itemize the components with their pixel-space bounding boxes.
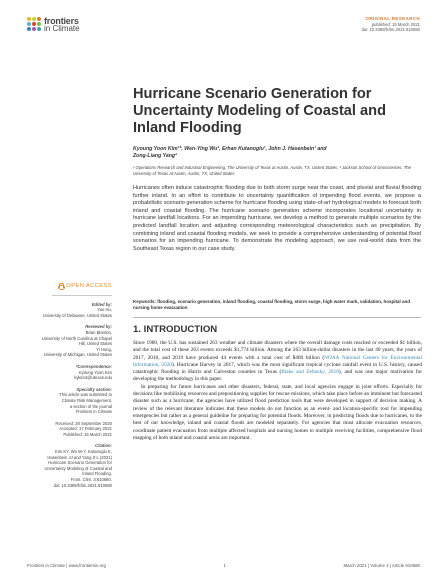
editor-affiliation: University of Delaware, United States (42, 312, 112, 318)
citation-line: Uncertainty Modeling of Coastal and (44, 465, 112, 471)
reviewer-line: Brian Blanton, (85, 329, 112, 335)
intro-paragraph-1 (133, 340, 422, 384)
keywords-list: flooding, scenario generation, inland flooding, coastal flooding, storm surge, high water mark, validation, hospital and nursing home evacuation (133, 299, 411, 310)
citation-link-noaa[interactable]: NOAA National Centers for Environmental Information, 2020 (133, 354, 422, 368)
section-heading-introduction: 1. INTRODUCTION (133, 324, 218, 335)
citation-line: Hasenbein JJ and Yang Z-L (2021) (47, 454, 112, 460)
article-meta (362, 16, 420, 33)
article-sidebar (27, 283, 112, 488)
journal-logo (27, 17, 80, 33)
open-access-label: OPEN ACCESS (66, 282, 112, 289)
citation-doi[interactable]: doi: 10.3389/fclim.2021.610680 (53, 482, 112, 488)
intro-p1-text-c: ), and was one major motivation for developing the methodology in this paper. (133, 369, 422, 383)
citation-line: Kim KY, Wu W-Y, Kutanoglu E, (55, 449, 112, 455)
open-lock-icon (58, 283, 63, 290)
published-date-sidebar: Published: 15 March 2021 (63, 431, 112, 437)
author-line-1: Kyoung Yoon Kim¹*, Wen-Ying Wu², Erhan Kutanoglu¹, John J. Hasenbein¹ and (133, 146, 327, 152)
intro-p1-text-b: ). Hurricane Harvey in 2017, which was the most significant tropical cyclone rainfall event in U.S. history, caused catastrophic flooding in Harris and Galveston counties in Texas ( (133, 361, 422, 376)
received-date: Received: 28 September 2020 (55, 420, 112, 426)
reviewer-line: University of North Carolina at Chapel (41, 335, 112, 341)
citation-line: Inland Flooding. (82, 471, 112, 477)
abstract: Hurricanes often induce catastrophic flooding due to both storm surge near the coast, and pluvial and fluvial flooding further inland. In an effort to contribute to uncertainty quantification of impending flood events, we propose a probabilistic scenario generation scheme for hurricane flooding using state-of-art hydrological models to forecast both inland and coastal flooding. The hurricane scenario generation scheme incorporates locational uncertainty in hurricane landfall locations. For an impending hurricane, we develop a method to generate multiple scenarios by the predicted landfall location and adjusting corresponding meteorological characteristics such as precipitation. By combining inland and coastal flooding models, we seek to provide a comprehensive understanding of potential flood scenarios for an impending hurricane. To demonstrate the modeling approach, we use real-world data from the Southeast Texas region in our case study. (133, 185, 421, 252)
citation-link-blake[interactable]: Blake and Zelinsky, 2018 (281, 369, 339, 376)
intro-p1-text-a: Since 1980, the U.S. has sustained 263 weather and climate disasters where the overall damage costs reached or exceeded $1 billion, and the total cost of these 263 events exceeds $1,774 billion. Among the 263 billion-dollar disasters in the last 40 years, the years of 2017, 2018, and 2019 have produced 44 events with a total cost of $460 billion ( (133, 340, 422, 361)
footer-journal-link[interactable]: Frontiers in Climate | www.frontiersin.org (27, 563, 106, 568)
author-line-2: Zong-Liang Yang² (133, 153, 177, 160)
specialty-section-label: Specialty section: (76, 386, 112, 392)
correspondence-label: *Correspondence: (75, 363, 112, 369)
author-list (133, 146, 423, 161)
reviewed-by-label: Reviewed by: (85, 324, 112, 330)
correspondence-email[interactable]: kykim4@utexas.edu (74, 375, 112, 381)
specialty-line: Climate Risk Management, (61, 397, 112, 403)
article-type: ORIGINAL RESEARCH (365, 16, 420, 21)
affiliations: ¹ Operations Research and Industrial Engineering, The University of Texas at Austin, Austin, TX, United States, ² Jackson School of Geosciences, The University of Texas at Austin, Austin, TX, United States (133, 165, 411, 176)
reviewer-line: University of Michigan, United States (43, 352, 112, 358)
accepted-date: Accepted: 17 February 2021 (59, 426, 112, 432)
brand-name: frontiers (44, 16, 79, 26)
keywords-label: Keywords: (133, 299, 157, 304)
citation-line: Front. Clim. 3:610680. (70, 477, 112, 483)
reviewer-line: Yi Hong, (96, 346, 112, 352)
specialty-line: This article was submitted to (59, 392, 112, 398)
edited-by-label: Edited by: (91, 301, 112, 307)
sidebar-divider (52, 295, 112, 296)
frontiers-logo-icon (27, 17, 41, 33)
divider (133, 317, 421, 318)
published-date: published: 15 March 2021 (371, 21, 420, 27)
keywords (133, 299, 421, 311)
correspondence-name: Kyoung Yoon Kim (78, 369, 112, 375)
introduction-body (133, 340, 422, 442)
intro-paragraph-2: In preparing for future hurricanes and other disasters, federal, state, and local agencies engage in joint efforts. Especially for decisions like mobilizing resources and prepositioning supplies for rescue missions, which take place before an imminent but forecasted disaster such as a hurricane, the agencies have utilized flood prediction tools that were developed in support of decision making. A review of the relevant literature indicates that these models do not function as an event- and location-specific tool for impending emergencies but rather as a general guideline for preparing for potential floods. Moreover, in predicting floods due to hurricanes, to the best of our knowledge, inland and coastal floods are modeled separately. For agencies that must allocate evacuation resources, coordinate patient evacuation from multiple affected hospitals and nursing homes to multiple receiving facilities, comprehensive flood mapping of both inland and coastal areas are important. (133, 383, 422, 441)
page-footer (27, 563, 420, 568)
doi-link[interactable]: doi: 10.3389/fclim.2021.610680 (361, 27, 420, 33)
specialty-line: Frontiers in Climate (75, 409, 112, 415)
citation-label: Citation: (95, 443, 112, 449)
footer-issue-info: March 2021 | Volume 3 | Article 610680 (343, 563, 420, 568)
page-number: 1 (223, 563, 226, 568)
citation-line: Hurricane Scenario Generation for (48, 460, 112, 466)
editor-name: Yao Hu, (97, 307, 112, 313)
journal-name: in Climate (44, 24, 80, 33)
open-access-badge (27, 283, 112, 290)
reviewer-line: Hill, United States (78, 341, 112, 347)
article-title: Hurricane Scenario Generation for Uncertainty Modeling of Coastal and Inland Flooding (133, 86, 386, 136)
specialty-line: a section of the journal (69, 403, 112, 409)
